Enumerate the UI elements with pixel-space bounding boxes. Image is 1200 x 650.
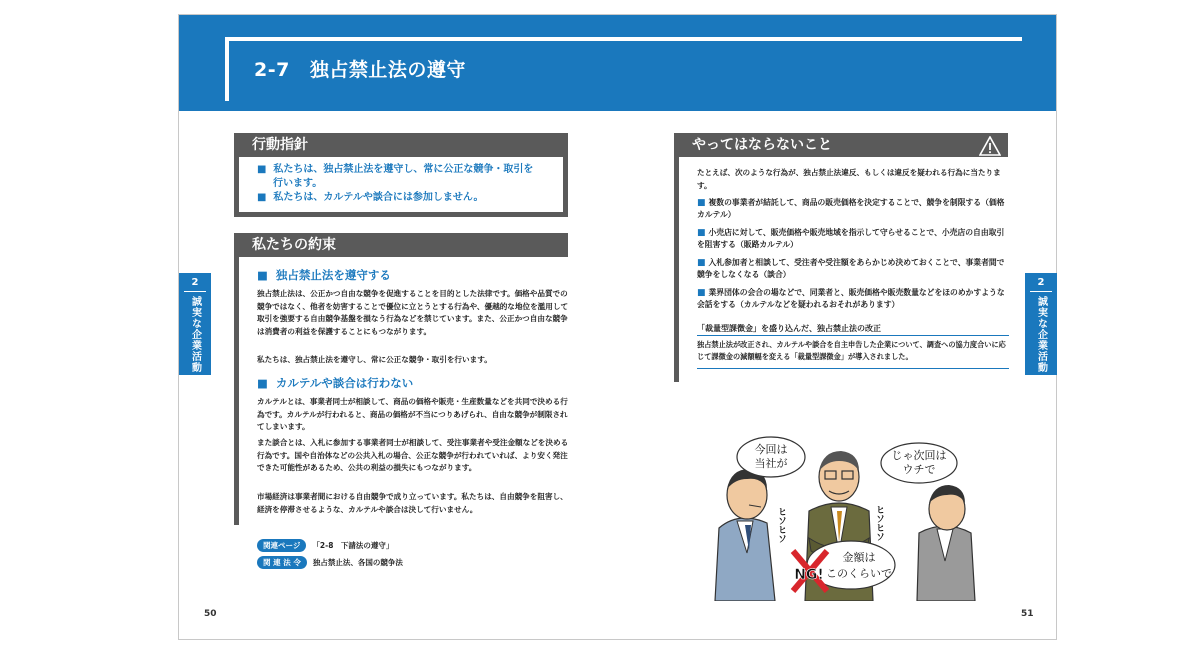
page-number-left: 50: [204, 609, 217, 619]
chapter-number: 2: [191, 277, 199, 288]
promise-paragraph: 独占禁止法は、公正かつ自由な競争を促進することを目的とした法律です。価格や品質での競争ではなく、他者を妨害することで優位に立とうとする行為や、優越的な地位を濫用して取引を強要する自由競争基盤を損なう行為などを禁じています。また、公正かつ自由な競争は消費者の利益を保護することにもつながります。: [257, 289, 569, 336]
document-spread: [178, 14, 1057, 640]
promise-paragraph: また談合とは、入札に参加する事業者同士が相談して、受注事業者や受注金額などを決める行為です。国や自治体などの公共入札の場合、公正な競争が行われていれば、より安く発注できた可能性があるため、公共の利益の損失にもつながります。: [257, 438, 569, 472]
ng-label: NG!: [794, 567, 824, 583]
dont-item: ■ 入札参加者と相談して、受注者や受注額をあらかじめ決めておくことで、事業者間で競争をしなくなる（談合）: [697, 258, 1005, 279]
dont-item: ■ 小売店に対して、販売価格や販売地域を指示して守らせることで、小売店の自由取引を阻害する（販路カルテル）: [697, 228, 1005, 249]
related-page-link[interactable]: 「2-8 下請法の遵守」: [312, 541, 394, 550]
related-page-tag: 関連ページ: [257, 539, 306, 552]
related-law: [257, 556, 403, 569]
page-title: [254, 55, 466, 82]
chapter-tab-right: [1025, 273, 1057, 375]
policy-bottom-bar: [234, 212, 568, 217]
dont-heading: やってはならないこと: [674, 133, 1008, 157]
dont-left-bar: [674, 157, 679, 382]
header-banner: [179, 15, 1056, 111]
promise-subheading-2: ■ カルテルや談合は行わない: [257, 376, 414, 390]
section-number: 2-7: [254, 59, 290, 81]
meeting-illustration: [709, 433, 989, 601]
warning-icon: [979, 136, 1001, 156]
policy-list: [257, 163, 557, 205]
promise-paragraph: 市場経済は事業者間における自由競争で成り立っています。私たちは、自由競争を阻害し、経済を停滞させるような、カルテルや談合は決して行いません。: [257, 492, 568, 514]
tab-divider: [1030, 291, 1052, 292]
tab-divider: [184, 291, 206, 292]
dont-item: ■ 複数の事業者が結託して、商品の販売価格を決定することで、競争を制限する（価格カルテル）: [697, 198, 1005, 219]
page-number-right: 51: [1021, 609, 1034, 619]
chapter-title: 誠実な企業活動: [1035, 296, 1047, 373]
bubble-1-line2: 当社が: [754, 457, 788, 470]
bubble-3-line2: このくらいで: [826, 567, 892, 580]
dont-item: ■ 業界団体の会合の場などで、同業者と、販売価格や販売数量などをほのめかすような会話をする（カルテルなどを疑われるおそれがあります）: [697, 288, 1005, 309]
promise-heading: 私たちの約束: [234, 233, 568, 257]
promise-subheading-1: ■ 独占禁止法を遵守する: [257, 268, 391, 282]
policy-item-continued: 行います。: [273, 178, 323, 189]
policy-item: ■ 私たちは、独占禁止法を遵守し、常に公正な競争・取引を: [257, 164, 534, 175]
note-title: 「裁量型課徴金」を盛り込んだ、独占禁止法の改正: [697, 324, 881, 333]
chapter-title: 誠実な企業活動: [189, 296, 201, 373]
bubble-2-line2: ウチで: [902, 463, 936, 476]
note-rule-top: [697, 335, 1009, 336]
promise-paragraph: 私たちは、独占禁止法を遵守し、常に公正な競争・取引を行います。: [257, 355, 492, 364]
promise-paragraph: カルテルとは、事業者同士が相談して、商品の価格や販売・生産数量などを共同で決める行為です。カルテルが行われると、商品の価格が不当につりあげられ、自由な競争が制限されてしまいます。: [257, 397, 568, 431]
promise-left-bar: [234, 257, 239, 525]
policy-heading: 行動指針: [234, 133, 568, 157]
related-page: [257, 539, 393, 552]
policy-item: ■ 私たちは、カルテルや談合には参加しません。: [257, 192, 484, 203]
chapter-tab-left: [179, 273, 211, 375]
chapter-number: 2: [1037, 277, 1045, 288]
related-law-value: 独占禁止法、各国の競争法: [312, 558, 403, 567]
right-man: [917, 485, 975, 601]
bubble-3-line1: 金額は: [842, 551, 876, 564]
whisper-text-left: ヒソヒソ: [776, 507, 786, 543]
policy-left-bar: [234, 157, 239, 217]
whisper-text-right: ヒソヒソ: [874, 505, 884, 541]
note-rule-bottom: [697, 368, 1009, 369]
note-text: 独占禁止法が改正され、カルテルや談合を自主申告した企業について、調査への協力度合いに応じて課徴金の減額幅を変える「裁量型課徴金」が導入されました。: [697, 340, 1006, 361]
related-law-tag: 関 連 法 令: [257, 556, 307, 569]
bubble-1-line1: 今回は: [754, 443, 788, 456]
dont-intro: たとえば、次のような行為が、独占禁止法違反、もしくは違反を疑われる行為に当たります。: [697, 168, 1001, 190]
left-man: [715, 469, 775, 601]
bubble-2-line1: じゃ次回は: [891, 449, 947, 462]
policy-right-bar: [563, 157, 568, 217]
section-title: 独占禁止法の遵守: [309, 59, 466, 81]
